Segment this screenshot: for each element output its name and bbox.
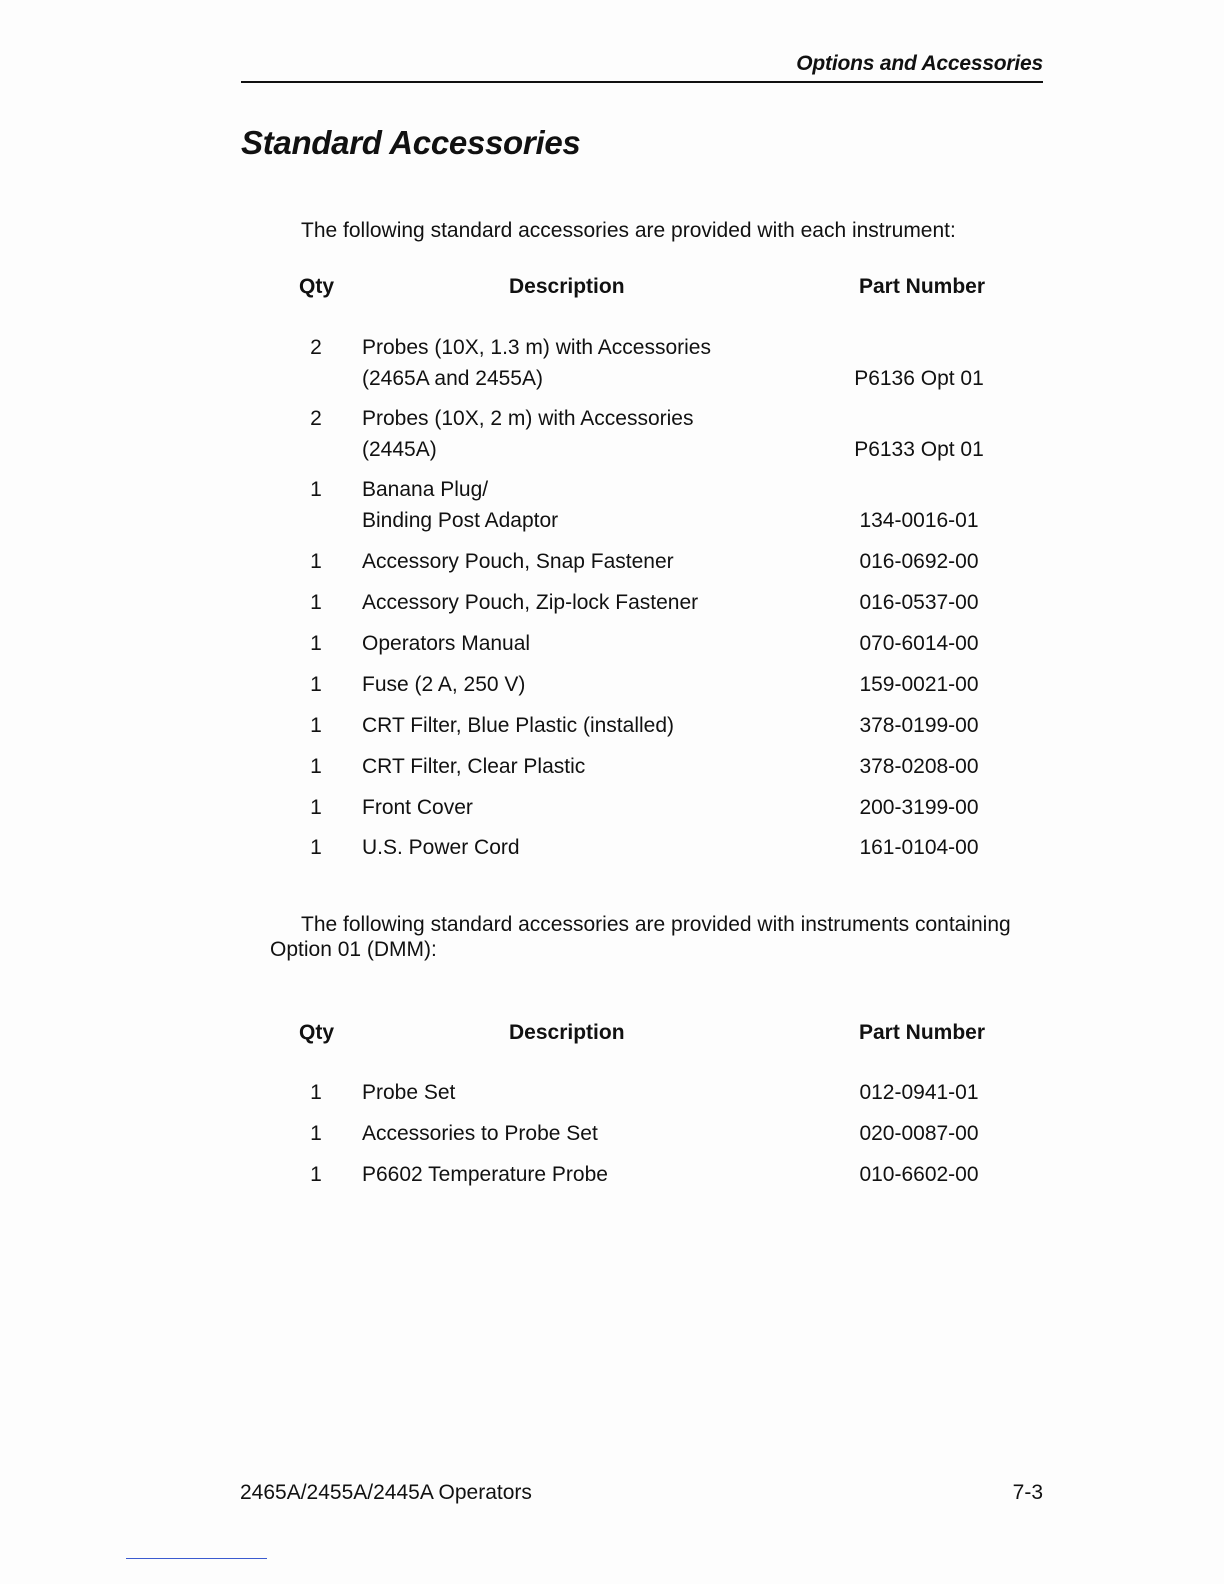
footer-manual-title: 2465A/2455A/2445A Operators — [240, 1481, 532, 1504]
table1-part-number: 070-6014-00 — [859, 632, 979, 655]
table1-desc-line: Accessory Pouch, Zip-lock Fastener — [362, 591, 699, 614]
table1-qty: 1 — [310, 796, 322, 819]
table1-desc-line: CRT Filter, Clear Plastic — [362, 755, 586, 778]
table1-desc-line: U.S. Power Cord — [362, 836, 520, 859]
table1-desc-line: (2445A) — [362, 438, 437, 461]
table2-desc-line: Probe Set — [362, 1081, 456, 1104]
table2-qty: 1 — [310, 1122, 322, 1145]
table1-part-number: 016-0692-00 — [859, 550, 979, 573]
table2-part-number: 020-0087-00 — [859, 1122, 979, 1145]
table1-desc-line: (2465A and 2455A) — [362, 367, 543, 390]
table1-part-number: 134-0016-01 — [859, 509, 979, 532]
intro-paragraph-1: The following standard accessories are provided with each instrument: — [301, 219, 956, 242]
table1-desc-line: Front Cover — [362, 796, 473, 819]
running-header: Options and Accessories — [796, 52, 1043, 75]
table2-header-part-number: Part Number — [859, 1021, 986, 1044]
table1-part-number: 161-0104-00 — [859, 836, 979, 859]
header-rule — [241, 81, 1043, 83]
table1-desc-line: Probes (10X, 2 m) with Accessories — [362, 407, 694, 430]
table1-part-number: 159-0021-00 — [859, 673, 979, 696]
table1-part-number: P6136 Opt 01 — [854, 367, 984, 390]
table1-desc-line: Accessory Pouch, Snap Fastener — [362, 550, 674, 573]
table1-header-description: Description — [509, 275, 625, 298]
table2-desc-line: Accessories to Probe Set — [362, 1122, 598, 1145]
table1-desc-line: Binding Post Adaptor — [362, 509, 559, 532]
table1-part-number: 378-0199-00 — [859, 714, 979, 737]
table1-qty: 1 — [310, 478, 322, 501]
table1-qty: 2 — [310, 407, 322, 430]
table2-desc-line: P6602 Temperature Probe — [362, 1163, 608, 1186]
table2-header-description: Description — [509, 1021, 625, 1044]
table1-part-number: 016-0537-00 — [859, 591, 979, 614]
section-title: Standard Accessories — [241, 124, 581, 161]
table2-qty: 1 — [310, 1081, 322, 1104]
table1-desc-line: Banana Plug/ — [362, 478, 489, 501]
intro-paragraph-2: The following standard accessories are provided with instruments containing Option 01 (DMM): — [270, 913, 1011, 961]
table1-part-number: P6133 Opt 01 — [854, 438, 984, 461]
table1-header-part-number: Part Number — [859, 275, 986, 298]
table1-desc-line: Operators Manual — [362, 632, 531, 655]
table2-header-qty: Qty — [299, 1021, 335, 1044]
table1-qty: 2 — [310, 336, 322, 359]
table1-header-qty: Qty — [299, 275, 335, 298]
table1-qty: 1 — [310, 591, 322, 614]
table1-desc-line: CRT Filter, Blue Plastic (installed) — [362, 714, 674, 737]
table1-part-number: 378-0208-00 — [859, 755, 979, 778]
table1-qty: 1 — [310, 714, 322, 737]
underline-mark — [126, 1558, 267, 1559]
table1-qty: 1 — [310, 632, 322, 655]
table2-qty: 1 — [310, 1163, 322, 1186]
footer-page-number: 7-3 — [1012, 1481, 1043, 1504]
table2-part-number: 012-0941-01 — [859, 1081, 979, 1104]
table2-part-number: 010-6602-00 — [859, 1163, 979, 1186]
table1-qty: 1 — [310, 673, 322, 696]
table1-desc-line: Fuse (2 A, 250 V) — [362, 673, 526, 696]
table1-qty: 1 — [310, 755, 322, 778]
table1-qty: 1 — [310, 550, 322, 573]
table1-part-number: 200-3199-00 — [859, 796, 979, 819]
table1-qty: 1 — [310, 836, 322, 859]
table1-desc-line: Probes (10X, 1.3 m) with Accessories — [362, 336, 711, 359]
